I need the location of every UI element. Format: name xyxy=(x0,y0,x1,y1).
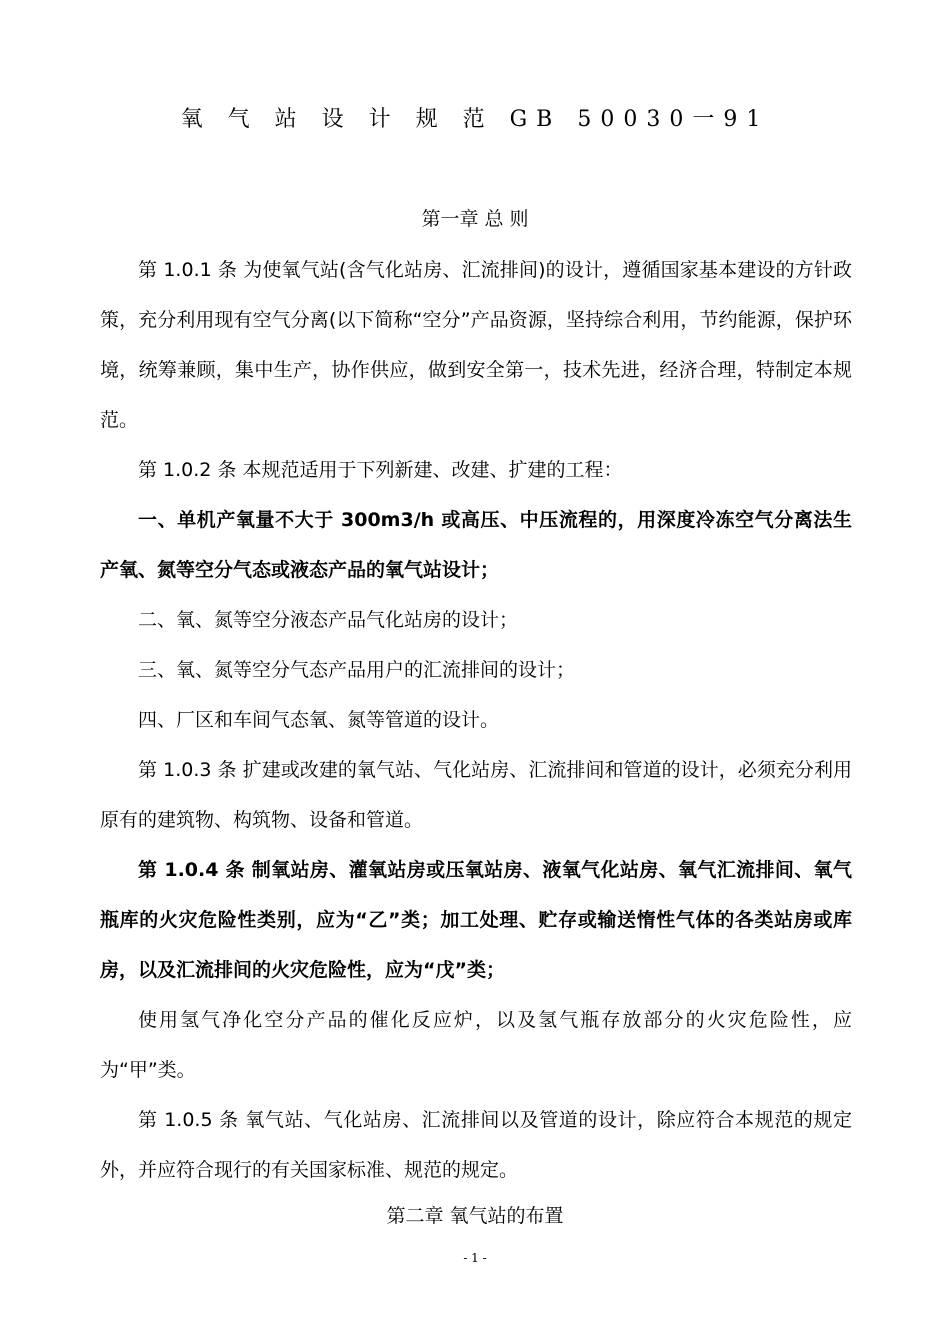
chapter-2-heading: 第二章 氧气站的布置 xyxy=(386,1205,564,1227)
article-1-0-3: 第 1.0.3 条 扩建或改建的氧气站、气化站房、汇流排间和管道的设计，必须充分利用原有的建筑物、构筑物、设备和管道。 xyxy=(100,759,852,831)
chapter-1-body xyxy=(100,245,852,1195)
article-1-0-4-continued: 使用氢气净化空分产品的催化反应炉，以及氢气瓶存放部分的火灾危险性，应为“甲”类。 xyxy=(100,1009,852,1081)
article-1-0-1: 第 1.0.1 条 为使氧气站(含气化站房、汇流排间)的设计，遵循国家基本建设的方针政策，充分利用现有空气分离(以下简称“空分”产品资源，坚持综合利用，节约能源，保护环境，统筹兼顾，集中生产，协作供应，做到安全第一，技术先进，经济合理，特制定本规范。 xyxy=(100,259,852,431)
article-1-0-2-item-2: 二、氧、氮等空分液态产品气化站房的设计； xyxy=(138,609,519,631)
document-title: 氧 气 站 设 计 规 范 GB 50030一91 xyxy=(180,107,770,132)
article-1-0-4: 第 1.0.4 条 制氧站房、灌氧站房或压氧站房、液氧气化站房、氧气汇流排间、氧气瓶库的火灾危险性类别，应为“乙”类；加工处理、贮存或输送惰性气体的各类站房或库房，以及汇流排间的火灾危险性，应为“戊”类； xyxy=(100,859,852,981)
chapter-1-heading: 第一章 总 则 xyxy=(421,208,529,230)
article-1-0-5: 第 1.0.5 条 氧气站、气化站房、汇流排间以及管道的设计，除应符合本规范的规定外，并应符合现行的有关国家标准、规范的规定。 xyxy=(100,1109,852,1181)
article-1-0-2-item-3: 三、氧、氮等空分气态产品用户的汇流排间的设计； xyxy=(138,659,576,681)
page-number: - 1 - xyxy=(463,1251,487,1265)
article-1-0-2-item-4: 四、厂区和车间气态氧、氮等管道的设计。 xyxy=(138,709,500,731)
article-1-0-2: 第 1.0.2 条 本规范适用于下列新建、改建、扩建的工程： xyxy=(138,459,623,481)
article-1-0-2-item-1: 一、单机产氧量不大于 300m3/h 或高压、中压流程的，用深度冷冻空气分离法生产氧、氮等空分气态或液态产品的氧气站设计； xyxy=(100,509,852,581)
